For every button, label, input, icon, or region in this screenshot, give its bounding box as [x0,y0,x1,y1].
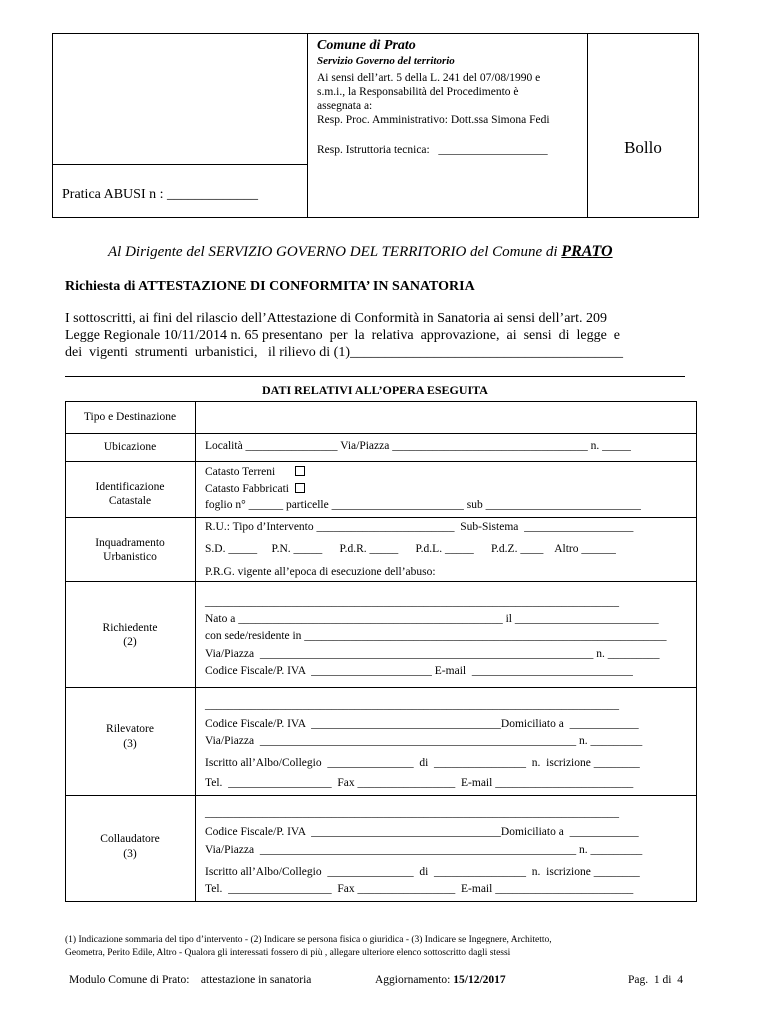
row-label-catastale: Catastale [108,495,152,507]
addressee [108,243,613,261]
rilevatore-name-field[interactable]: ________________________________________________________________________ [205,699,619,711]
collaudatore-name-field[interactable]: ________________________________________________________________________ [205,807,619,819]
row-label-tipo: Tipo e Destinazione [83,411,177,423]
catasto-fabbricati-label: Catasto Fabbricati [205,483,289,495]
catasto-terreni-option[interactable] [205,466,305,478]
document-title: Richiesta di ATTESTAZIONE DI CONFORMITA’ IN SANATORIA [65,279,475,294]
prg-label: P.R.G. vigente all’epoca di esecuzione dell’abuso: [205,566,436,578]
section-title: DATI RELATIVI ALL’OPERA ESEGUITA [262,383,488,397]
legge-line-2: s.m.i., la Responsabilità del Procedimento è [317,86,519,98]
collaudatore-via-field[interactable]: Via/Piazza _______________________________________________________ n. _________ [205,844,643,856]
aggiornamento-label: Aggiornamento: [375,974,454,986]
addressee-text: Al Dirigente del SERVIZIO GOVERNO DEL TERRITORIO del Comune di [108,244,562,260]
intro-paragraph-line-2: Legge Regionale 10/11/2014 n. 65 presentano per la relativa approvazione, ai sensi di legge e [65,328,621,343]
page-number: Pag. 1 di 4 [628,974,683,986]
row-label-richiedente: Richiedente [102,622,158,634]
legge-line-1: Ai sensi dell’art. 5 della L. 241 del 07/08/1990 e [317,72,541,84]
servizio-subtitle: Servizio Governo del territorio [317,55,455,67]
footer-aggiornamento [375,974,506,986]
pratica-abusi: Pratica ABUSI n : _____________ [62,187,258,202]
row-label-rilevatore: Rilevatore [106,723,154,735]
legge-line-3: assegnata a: [317,100,373,112]
row-label-collaudatore-note: (3) [123,848,137,860]
intro-paragraph-line-1: I sottoscritti, ai fini del rilascio dell’Attestazione di Conformità in Sanatoria ai sensi dell’art. 209 [65,311,607,326]
richiedente-via-field[interactable]: Via/Piazza __________________________________________________________ n. _________ [205,648,660,660]
collaudatore-tel-field[interactable]: Tel. __________________ Fax _________________ E-mail ________________________ [205,883,634,895]
row-label-richiedente-note: (2) [123,636,137,648]
bollo-label: Bollo [624,138,662,157]
comune-title: Comune di Prato [317,38,416,53]
row-label-inquadramento: Inquadramento [95,537,165,549]
footnote-line-2: Geometra, Perito Edile, Altro - Qualora gli interessati fossero di più , allegare ulteriore elenco sottoscritto dagli stessi [65,948,511,958]
footer-modulo: Modulo Comune di Prato: attestazione in sanatoria [69,974,312,986]
row-label-urbanistico: Urbanistico [103,551,157,563]
resp-tecnica: Resp. Istruttoria tecnica: ___________________ [317,144,548,156]
richiedente-nato-field[interactable]: Nato a ______________________________________________ il _________________________ [205,613,659,625]
rilevatore-via-field[interactable]: Via/Piazza _______________________________________________________ n. _________ [205,735,643,747]
intro-underline [65,376,685,377]
rilevatore-cf-field[interactable]: Codice Fiscale/P. IVA _________________________________Domiciliato a ____________ [205,718,639,730]
catasto-terreni-label: Catasto Terreni [205,466,276,478]
resp-amministrativo: Resp. Proc. Amministrativo: Dott.ssa Simona Fedi [317,114,550,126]
catasto-fabbricati-checkbox[interactable] [295,483,305,493]
richiedente-cf-field[interactable]: Codice Fiscale/P. IVA _____________________ E-mail ____________________________ [205,665,633,677]
row-label-collaudatore: Collaudatore [100,833,160,845]
rilevatore-tel-field[interactable]: Tel. __________________ Fax _________________ E-mail ________________________ [205,777,634,789]
collaudatore-cf-field[interactable]: Codice Fiscale/P. IVA _________________________________Domiciliato a ____________ [205,826,639,838]
rilevatore-albo-field[interactable]: Iscritto all’Albo/Collegio _______________ di ________________ n. iscrizione ________ [205,757,640,769]
collaudatore-albo-field[interactable]: Iscritto all’Albo/Collegio _______________ di ________________ n. iscrizione ________ [205,866,640,878]
richiedente-sede-field[interactable]: con sede/residente in _______________________________________________________________ [205,630,667,642]
aggiornamento-date: 15/12/2017 [453,974,506,986]
footnote-line-1: (1) Indicazione sommaria del tipo d’intervento - (2) Indicare se persona fisica o giuridica - (3) Indicare se Ingegnere, Architetto, [65,935,552,945]
sd-fields[interactable]: S.D. _____ P.N. _____ P.d.R. _____ P.d.L. _____ P.d.Z. ____ Altro ______ [205,543,616,555]
richiedente-name-field[interactable]: ________________________________________________________________________ [205,596,619,608]
ru-field[interactable]: R.U.: Tipo d’Intervento ________________________ Sub-Sistema ___________________ [205,521,634,533]
catasto-fabbricati-option[interactable] [205,483,305,495]
row-label-identificazione: Identificazione [95,481,165,493]
row-label-ubicazione: Ubicazione [103,441,157,453]
catasto-terreni-checkbox[interactable] [295,466,305,476]
intro-paragraph-line-3: dei vigenti strumenti urbanistici, il rilievo di (1)_______________________________________ [65,345,624,360]
addressee-city: PRATO [561,243,613,260]
foglio-field[interactable]: foglio n° ______ particelle _______________________ sub ___________________________ [205,499,641,511]
row-label-rilevatore-note: (3) [123,738,137,750]
ubicazione-field[interactable]: Località ________________ Via/Piazza __________________________________ n. _____ [205,440,631,452]
